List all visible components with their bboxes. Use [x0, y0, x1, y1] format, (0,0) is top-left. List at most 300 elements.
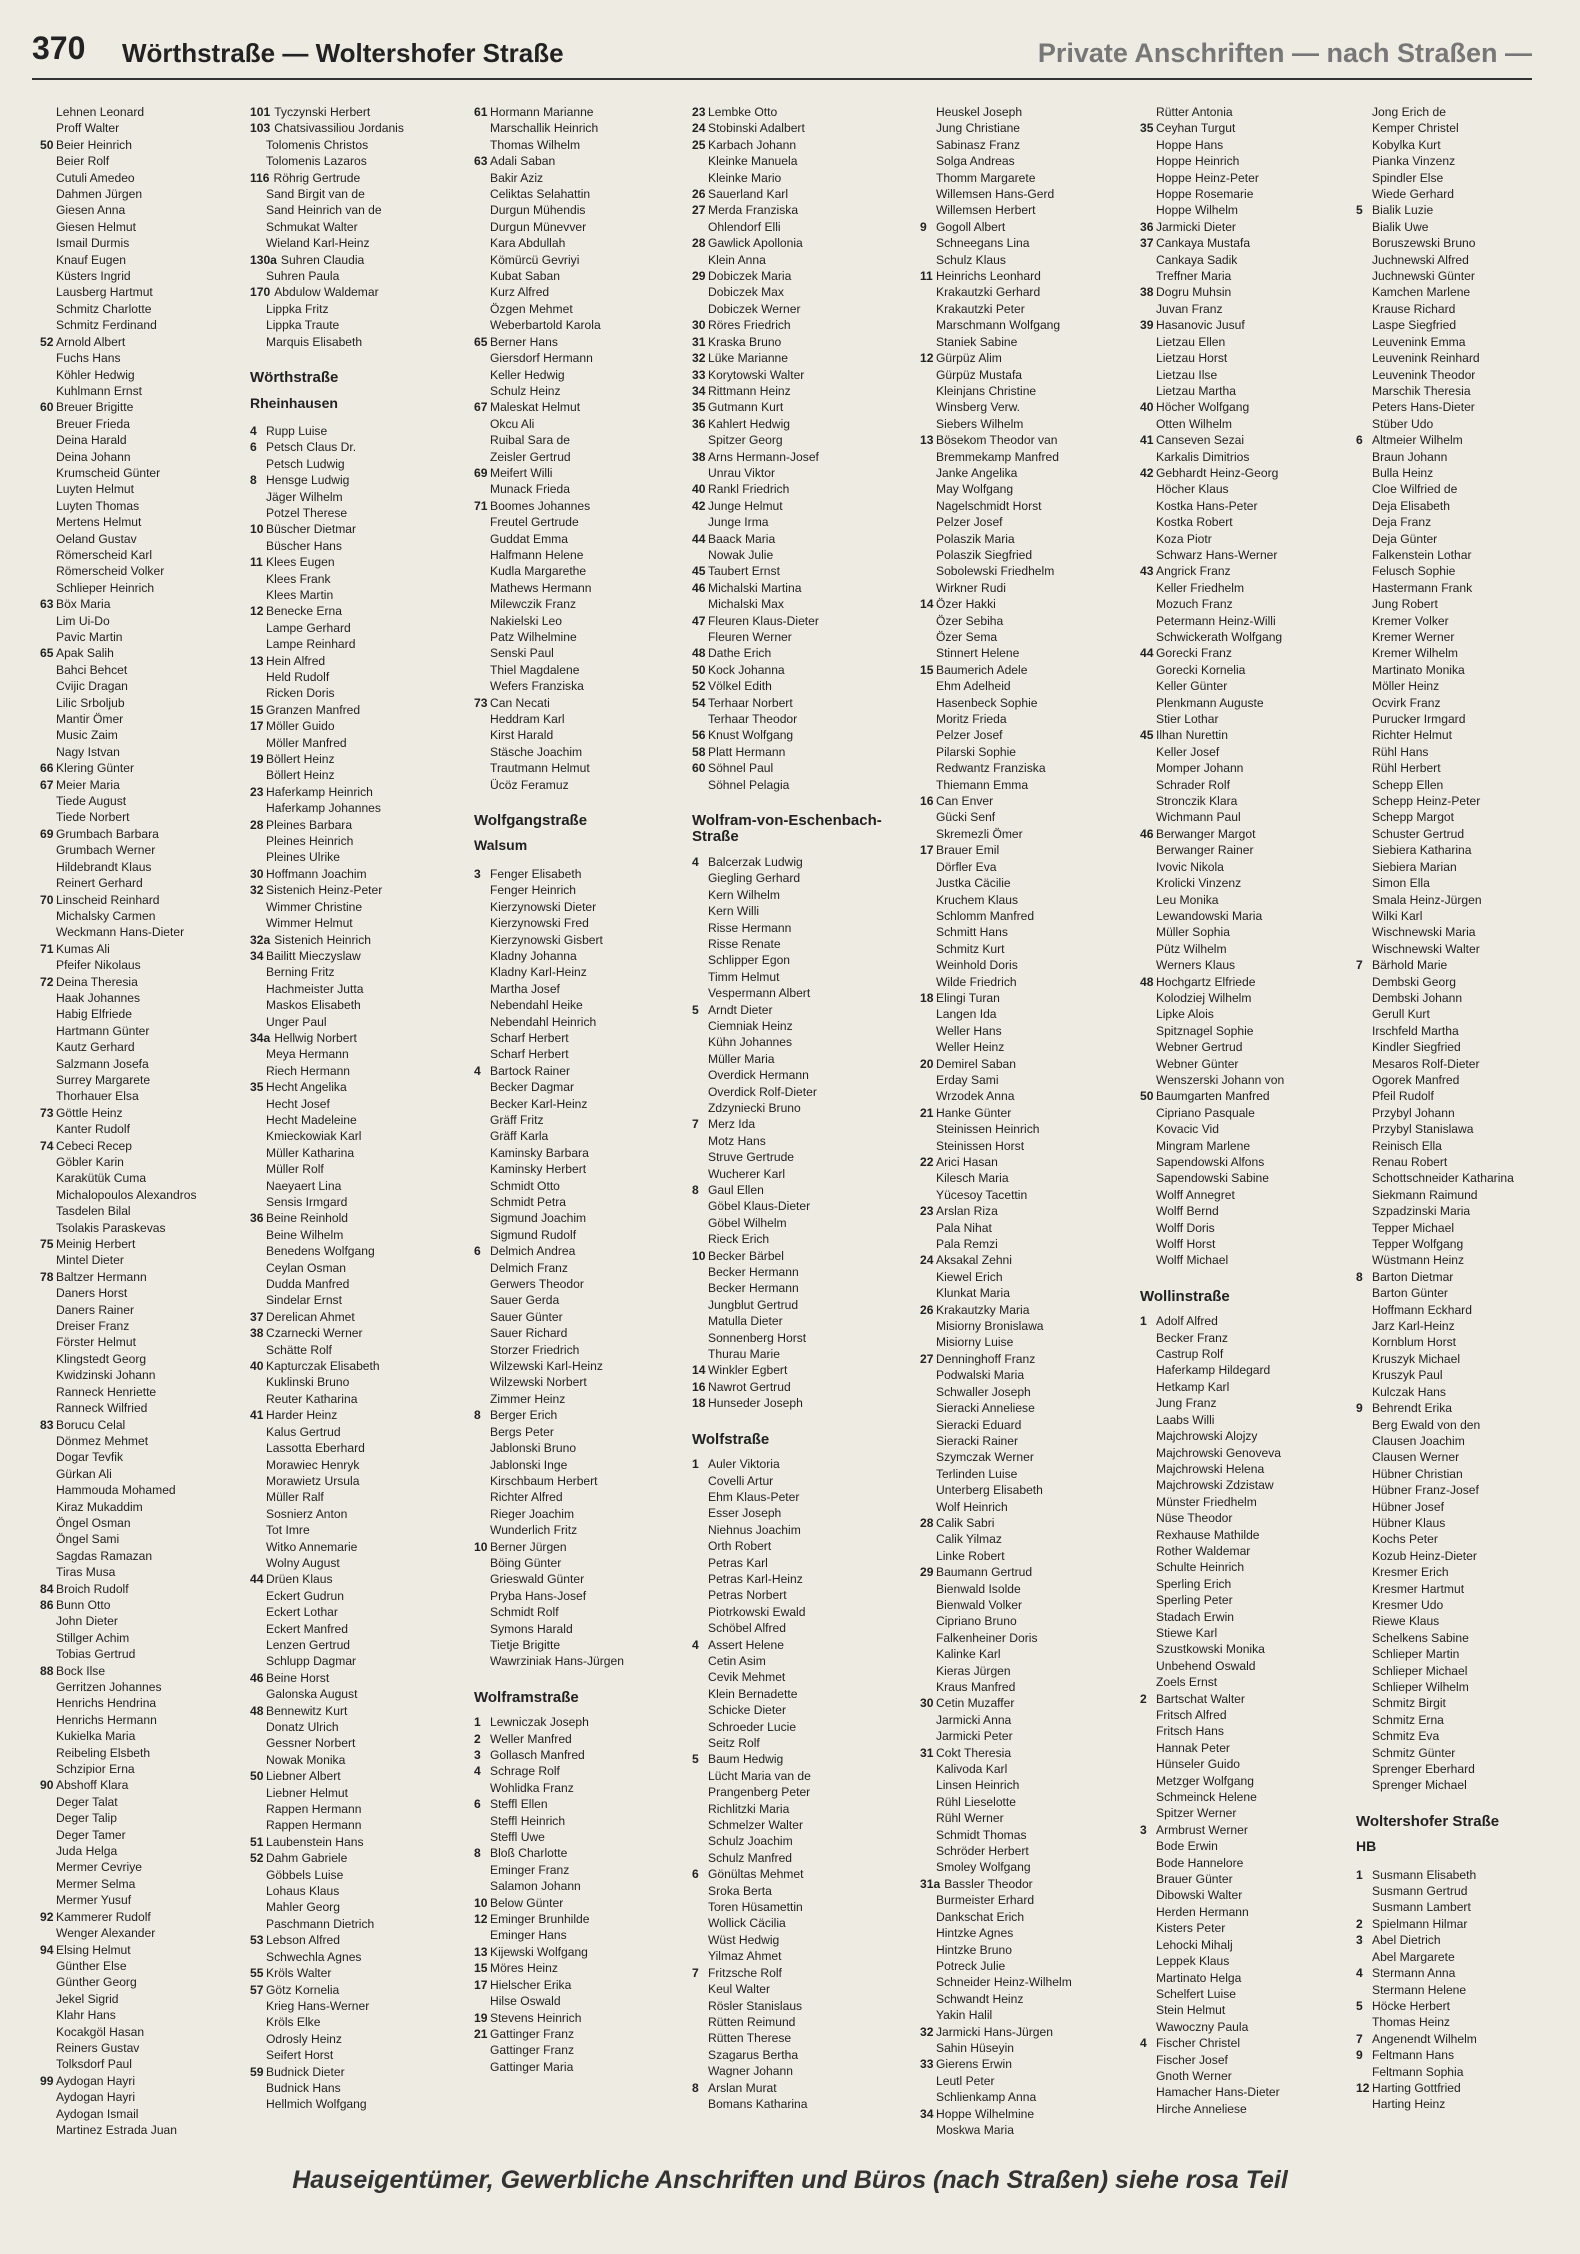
resident-entry: [920, 809, 1135, 825]
resident-entry: [920, 1138, 1135, 1154]
resident-entry: [474, 932, 679, 948]
resident-name: Rappen Hermann: [266, 1802, 362, 1817]
resident-entry: [1356, 1039, 1546, 1055]
resident-entry: [920, 1039, 1135, 1055]
resident-entry: [1140, 2035, 1355, 2051]
house-number: 36: [692, 416, 706, 431]
resident-name: Karkalis Dimitrios: [1156, 449, 1250, 464]
resident-name: Günther Georg: [56, 1975, 137, 1990]
resident-entry: [692, 1866, 910, 1882]
resident-entry: [474, 284, 679, 300]
resident-name: Hamacher Hans-Dieter: [1156, 2085, 1280, 2100]
resident-entry: [40, 974, 230, 990]
house-number: 69: [474, 465, 488, 480]
resident-name: Römerscheid Karl: [56, 547, 153, 562]
section-title: Private Anschriften — nach Straßen —: [1037, 38, 1532, 68]
resident-name: Lehocki Mihalj: [1156, 1937, 1233, 1952]
resident-entry: [474, 104, 679, 120]
resident-name: Baumerich Adele: [936, 662, 1028, 677]
resident-name: Zoels Ernst: [1156, 1675, 1218, 1690]
resident-entry: [1356, 662, 1546, 678]
resident-name: Lietzau Horst: [1156, 351, 1228, 366]
house-number: 32a: [250, 932, 271, 947]
resident-entry: [920, 1581, 1135, 1597]
resident-name: Deina Theresia: [56, 974, 138, 989]
resident-name: Schrader Rolf: [1156, 777, 1230, 792]
resident-name: Yücesoy Tacettin: [936, 1187, 1028, 1202]
resident-name: Wolff Horst: [1156, 1237, 1216, 1252]
resident-entry: [1140, 1477, 1355, 1493]
resident-entry: [920, 2089, 1135, 2105]
resident-name: Dobiczek Max: [708, 285, 784, 300]
house-number: 7: [1356, 958, 1363, 973]
resident-name: Kirst Harald: [490, 728, 554, 743]
resident-entry: [692, 1313, 910, 1329]
resident-entry: [474, 1927, 679, 1943]
resident-entry: [40, 941, 230, 957]
resident-name: Steffl Ellen: [490, 1797, 548, 1812]
resident-entry: [920, 629, 1135, 645]
resident-name: Aksakal Zehni: [936, 1253, 1012, 1268]
resident-name: Balcerzak Ludwig: [708, 854, 803, 869]
resident-entry: [692, 1100, 910, 1116]
house-number: 14: [692, 1363, 706, 1378]
resident-name: Kühn Johannes: [708, 1035, 793, 1050]
resident-name: Deger Talat: [56, 1794, 118, 1809]
resident-name: Lampe Gerhard: [266, 620, 351, 635]
resident-name: Sauer Gerda: [490, 1293, 560, 1308]
resident-name: Pilarski Sophie: [936, 744, 1016, 759]
resident-name: Bärhold Marie: [1372, 958, 1448, 973]
resident-name: Dönmez Mehmet: [56, 1433, 149, 1448]
resident-entry: [692, 2063, 910, 2079]
resident-entry: [1356, 1466, 1546, 1482]
resident-name: Juvan Franz: [1156, 301, 1223, 316]
resident-entry: [474, 1960, 679, 1976]
resident-name: Harting Gottfried: [1372, 2080, 1461, 2095]
house-number: 90: [40, 1778, 54, 1793]
resident-name: Eminger Franz: [490, 1862, 570, 1877]
resident-name: Hecht Madeleine: [266, 1112, 357, 1127]
resident-name: Sroka Berta: [708, 1883, 772, 1898]
resident-name: Möller Heinz: [1372, 679, 1440, 694]
resident-name: Lassotta Eberhard: [266, 1441, 365, 1456]
house-number: 48: [1140, 974, 1154, 989]
house-number: 50: [1140, 1089, 1154, 1104]
resident-name: Hetkamp Karl: [1156, 1379, 1230, 1394]
resident-entry: [40, 892, 230, 908]
resident-entry: [474, 1555, 679, 1571]
house-number: 8: [474, 1846, 481, 1861]
resident-entry: [474, 1714, 679, 1730]
resident-entry: [40, 498, 230, 514]
resident-entry: [1140, 1203, 1355, 1219]
resident-entry: [40, 662, 230, 678]
resident-name: Möres Heinz: [490, 1961, 558, 1976]
resident-name: Smoley Wolfgang: [936, 1860, 1031, 1875]
resident-name: Römerscheid Volker: [56, 564, 165, 579]
resident-entry: [40, 957, 230, 973]
resident-name: Sobolewski Friedhelm: [936, 564, 1055, 579]
resident-name: Weller Heinz: [936, 1040, 1005, 1055]
resident-name: Werners Klaus: [1156, 958, 1236, 973]
resident-entry: [40, 1777, 230, 1793]
resident-name: Barton Dietmar: [1372, 1269, 1454, 1284]
resident-name: Pelzer Josef: [936, 728, 1003, 743]
resident-name: Öngel Osman: [56, 1515, 131, 1530]
resident-entry: [1356, 678, 1546, 694]
directory-column-3: [474, 104, 679, 2075]
resident-name: Rösler Stanislaus: [708, 1998, 803, 2013]
resident-entry: [692, 1362, 910, 1378]
resident-name: Schmukat Walter: [266, 219, 358, 234]
resident-name: Liebner Albert: [266, 1769, 341, 1784]
resident-name: Gerwers Theodor: [490, 1277, 584, 1292]
resident-entry: [692, 1018, 910, 1034]
resident-name: Calik Yilmaz: [936, 1532, 1002, 1547]
resident-name: Sieracki Rainer: [936, 1433, 1018, 1448]
house-number: 50: [692, 662, 706, 677]
resident-name: Thiemann Emma: [936, 777, 1029, 792]
resident-name: Delmich Franz: [490, 1260, 568, 1275]
house-number: 53: [250, 1933, 264, 1948]
resident-name: Schmidt Petra: [490, 1195, 566, 1209]
resident-name: Bennewitz Kurt: [266, 1703, 348, 1718]
street-heading: Wolfgangstraße: [474, 812, 588, 830]
resident-entry: [250, 866, 455, 882]
house-number: 67: [474, 400, 488, 415]
resident-name: Szagarus Bertha: [708, 2047, 799, 2062]
resident-entry: [474, 1621, 679, 1637]
resident-entry: [1140, 186, 1355, 202]
house-number: 92: [40, 1909, 54, 1924]
resident-entry: [250, 268, 455, 284]
resident-name: Rütter Antonia: [1156, 105, 1233, 119]
resident-entry: [40, 777, 230, 793]
resident-entry: [920, 1417, 1135, 1433]
resident-entry: [1140, 1236, 1355, 1252]
house-number: 88: [40, 1663, 54, 1678]
resident-entry: [920, 2040, 1135, 2056]
resident-name: Özer Hakki: [936, 597, 996, 612]
resident-name: Stermann Helene: [1372, 1982, 1467, 1997]
house-number: 24: [920, 1253, 934, 1268]
resident-name: Deger Talip: [56, 1811, 117, 1826]
resident-entry: [920, 1597, 1135, 1613]
resident-entry: [474, 1030, 679, 1046]
resident-name: Göbel Wilhelm: [708, 1215, 787, 1230]
resident-entry: [692, 1801, 910, 1817]
resident-name: Guddat Emma: [490, 531, 568, 546]
resident-entry: [1356, 974, 1546, 990]
resident-entry: [474, 2042, 679, 2058]
resident-entry: [1356, 416, 1546, 432]
resident-entry: [474, 465, 679, 481]
resident-entry: [474, 1014, 679, 1030]
resident-name: Michalopoulos Alexandros: [56, 1187, 197, 1202]
resident-entry: [1140, 793, 1355, 809]
resident-name: Müller Ralf: [266, 1490, 324, 1505]
resident-name: Cutuli Amedeo: [56, 170, 135, 185]
resident-name: Hoppe Hans: [1156, 137, 1224, 152]
directory-column-1: [40, 104, 230, 2138]
resident-name: Ceylan Osman: [266, 1260, 346, 1275]
resident-entry: [40, 1023, 230, 1039]
resident-entry: [40, 1105, 230, 1121]
resident-entry: [1356, 1449, 1546, 1465]
resident-name: Marschmann Wolfgang: [936, 318, 1061, 333]
resident-name: Wilzewski Karl-Heinz: [490, 1359, 603, 1374]
resident-entry: [1356, 1679, 1546, 1695]
resident-name: Koza Piotr: [1156, 531, 1212, 546]
resident-name: Wrzodek Anna: [936, 1089, 1015, 1104]
resident-entry: [40, 990, 230, 1006]
resident-entry: [250, 170, 455, 186]
resident-name: Haferkamp Hildegard: [1156, 1363, 1271, 1378]
house-number: 19: [474, 2010, 488, 2025]
resident-entry: [1140, 481, 1355, 497]
house-number: 10: [250, 522, 264, 537]
resident-name: Durgun Münevver: [490, 219, 587, 234]
resident-entry: [920, 367, 1135, 383]
resident-entry: [250, 1079, 455, 1095]
resident-entry: [40, 334, 230, 350]
resident-name: Linsen Heinrich: [936, 1778, 1020, 1793]
resident-entry: [250, 1457, 455, 1473]
resident-entry: [250, 1899, 455, 1915]
resident-name: Webner Gertrud: [1156, 1040, 1243, 1055]
resident-entry: [1140, 1805, 1355, 1821]
resident-name: Ehm Klaus-Peter: [708, 1489, 800, 1504]
resident-name: Schmitz Eva: [1372, 1729, 1440, 1744]
house-number: 116: [250, 170, 270, 185]
resident-entry: [920, 613, 1135, 629]
house-number: 71: [474, 498, 488, 513]
resident-name: Gattinger Maria: [490, 2059, 574, 2074]
house-number: 13: [920, 433, 934, 448]
resident-name: Harder Heinz: [266, 1408, 338, 1423]
resident-entry: [1356, 1203, 1546, 1219]
resident-entry: [474, 481, 679, 497]
resident-name: Arns Hermann-Josef: [708, 449, 819, 464]
resident-name: Simon Ella: [1372, 876, 1430, 891]
resident-entry: [474, 1276, 679, 1292]
resident-entry: [250, 882, 455, 898]
resident-entry: [250, 702, 455, 718]
house-number: 4: [474, 1063, 481, 1078]
resident-name: Durgun Mühendis: [490, 203, 586, 218]
resident-name: Hoppe Heinrich: [1156, 154, 1240, 169]
resident-name: Arnold Albert: [56, 334, 126, 349]
resident-entry: [1140, 367, 1355, 383]
resident-name: Hammouda Mohamed: [56, 1483, 176, 1498]
resident-entry: [692, 1505, 910, 1521]
resident-entry: [692, 1133, 910, 1149]
resident-entry: [40, 1170, 230, 1186]
resident-entry: [920, 859, 1135, 875]
resident-name: Baumann Gertrud: [936, 1565, 1033, 1580]
resident-name: Schneegans Lina: [936, 236, 1030, 251]
resident-entry: [474, 1079, 679, 1095]
resident-name: Granzen Manfred: [266, 702, 361, 717]
resident-name: Höcke Herbert: [1372, 1998, 1450, 2013]
resident-entry: [1140, 317, 1355, 333]
resident-entry: [920, 793, 1135, 809]
resident-entry: [1140, 990, 1355, 1006]
resident-entry: [40, 842, 230, 858]
resident-name: Kara Abdullah: [490, 236, 566, 251]
resident-name: Klees Martin: [266, 587, 334, 602]
resident-name: Baumgarten Manfred: [1156, 1089, 1270, 1104]
resident-name: Schlupp Dagmar: [266, 1654, 357, 1669]
resident-name: Benecke Erna: [266, 604, 342, 619]
resident-entry: [474, 1506, 679, 1522]
resident-entry: [40, 1466, 230, 1482]
resident-entry: [40, 924, 230, 940]
resident-entry: [1140, 416, 1355, 432]
resident-name: Becker Dagmar: [490, 1080, 575, 1095]
resident-entry: [474, 964, 679, 980]
house-number: 44: [1140, 646, 1154, 661]
house-number: 7: [1356, 2031, 1363, 2046]
resident-entry: [1356, 350, 1546, 366]
resident-entry: [474, 899, 679, 915]
house-number: 43: [1140, 564, 1154, 579]
resident-name: Ogorek Manfred: [1372, 1072, 1460, 1087]
resident-entry: [1356, 1761, 1546, 1777]
resident-entry: [250, 800, 455, 816]
resident-name: Kieras Jürgen: [936, 1663, 1011, 1678]
resident-entry: [40, 1417, 230, 1433]
resident-entry: [474, 1993, 679, 2009]
resident-name: Lebson Alfred: [266, 1933, 340, 1948]
resident-name: Feltmann Sophia: [1372, 2064, 1464, 2079]
resident-name: Braun Johann: [1372, 449, 1448, 464]
resident-name: Keller Friedhelm: [1156, 580, 1245, 595]
resident-name: Taubert Ernst: [708, 564, 780, 579]
resident-name: Schröder Herbert: [936, 1844, 1029, 1859]
resident-entry: [1356, 957, 1546, 973]
resident-name: Schmidt Thomas: [936, 1827, 1027, 1842]
resident-name: Gürpüz Alim: [936, 351, 1002, 366]
resident-entry: [474, 1796, 679, 1812]
resident-name: Stein Helmut: [1156, 2003, 1226, 2018]
resident-entry: [692, 1379, 910, 1395]
resident-name: Yilmaz Ahmet: [708, 1949, 782, 1964]
resident-name: Rankl Friedrich: [708, 482, 790, 497]
resident-entry: [1356, 399, 1546, 415]
house-number: 55: [250, 1966, 264, 1981]
house-number: 36: [250, 1211, 264, 1226]
resident-entry: [1356, 1285, 1546, 1301]
resident-entry: [1356, 1269, 1546, 1285]
resident-entry: [1140, 1740, 1355, 1756]
resident-name: Ruibal Sara de: [490, 433, 571, 448]
resident-entry: [474, 1096, 679, 1112]
resident-entry: [920, 1663, 1135, 1679]
resident-entry: [40, 744, 230, 760]
resident-entry: [1356, 252, 1546, 268]
resident-entry: [692, 120, 910, 136]
resident-name: Scharf Herbert: [490, 1030, 569, 1045]
resident-entry: [40, 1187, 230, 1203]
resident-name: Hein Alfred: [266, 653, 326, 668]
resident-name: Reuter Katharina: [266, 1391, 358, 1406]
resident-name: Tasdelen Bilal: [56, 1204, 131, 1219]
resident-name: Metzger Wolfgang: [1156, 1773, 1254, 1788]
resident-entry: [920, 580, 1135, 596]
resident-entry: [692, 2014, 910, 2030]
resident-entry: [1356, 826, 1546, 842]
resident-name: Lim Ui-Do: [56, 613, 110, 628]
resident-entry: [1140, 1412, 1355, 1428]
resident-name: Hildebrandt Klaus: [56, 859, 152, 874]
resident-name: Lohaus Klaus: [266, 1884, 340, 1899]
house-number: 73: [474, 695, 488, 710]
resident-entry: [474, 1309, 679, 1325]
resident-name: Cipriano Bruno: [936, 1614, 1017, 1629]
resident-entry: [474, 317, 679, 333]
resident-name: Söhnel Pelagia: [708, 777, 790, 792]
resident-entry: [692, 727, 910, 743]
resident-name: Barton Günter: [1372, 1286, 1448, 1301]
resident-name: Krolicki Vinzenz: [1156, 876, 1242, 891]
resident-entry: [250, 1112, 455, 1128]
resident-entry: [40, 1384, 230, 1400]
resident-entry: [1140, 1970, 1355, 1986]
resident-entry: [40, 1482, 230, 1498]
resident-entry: [40, 859, 230, 875]
resident-entry: [1140, 580, 1355, 596]
resident-entry: [40, 1056, 230, 1072]
resident-entry: [474, 268, 679, 284]
resident-name: Kapturczak Elisabeth: [266, 1359, 380, 1374]
resident-entry: [1140, 744, 1355, 760]
resident-entry: [250, 1374, 455, 1390]
house-number: 66: [40, 761, 54, 776]
resident-name: Schmitz Günter: [1372, 1745, 1456, 1760]
resident-entry: [474, 1112, 679, 1128]
resident-name: Overdick Hermann: [708, 1068, 809, 1083]
resident-name: Laspe Siegfried: [1372, 318, 1457, 333]
resident-entry: [474, 186, 679, 202]
resident-name: Dörfler Eva: [936, 859, 997, 874]
resident-entry: [1356, 1916, 1546, 1932]
resident-entry: [1140, 547, 1355, 563]
resident-name: Kock Johanna: [708, 662, 785, 677]
resident-name: Wimmer Christine: [266, 899, 363, 914]
resident-name: Apak Salih: [56, 646, 114, 661]
house-number: 31a: [920, 1876, 941, 1891]
resident-name: Berg Ewald von den: [1372, 1417, 1481, 1432]
resident-name: Lewandowski Maria: [1156, 908, 1263, 923]
resident-name: Hensge Ludwig: [266, 473, 350, 488]
resident-entry: [250, 472, 455, 488]
resident-entry: [920, 1761, 1135, 1777]
resident-name: Martinez Estrada Juan: [56, 2122, 177, 2137]
resident-entry: [920, 1745, 1135, 1761]
resident-entry: [1140, 1887, 1355, 1903]
resident-name: Bomans Katharina: [708, 2096, 808, 2111]
resident-entry: [1356, 1170, 1546, 1186]
resident-name: Bassler Theodor: [944, 1876, 1033, 1891]
resident-entry: [40, 1991, 230, 2007]
resident-name: Dembski Georg: [1372, 974, 1457, 989]
resident-name: Wenger Alexander: [56, 1926, 156, 1941]
resident-entry: [1140, 1006, 1355, 1022]
resident-entry: [1356, 531, 1546, 547]
resident-name: Tolomenis Christos: [266, 137, 369, 152]
